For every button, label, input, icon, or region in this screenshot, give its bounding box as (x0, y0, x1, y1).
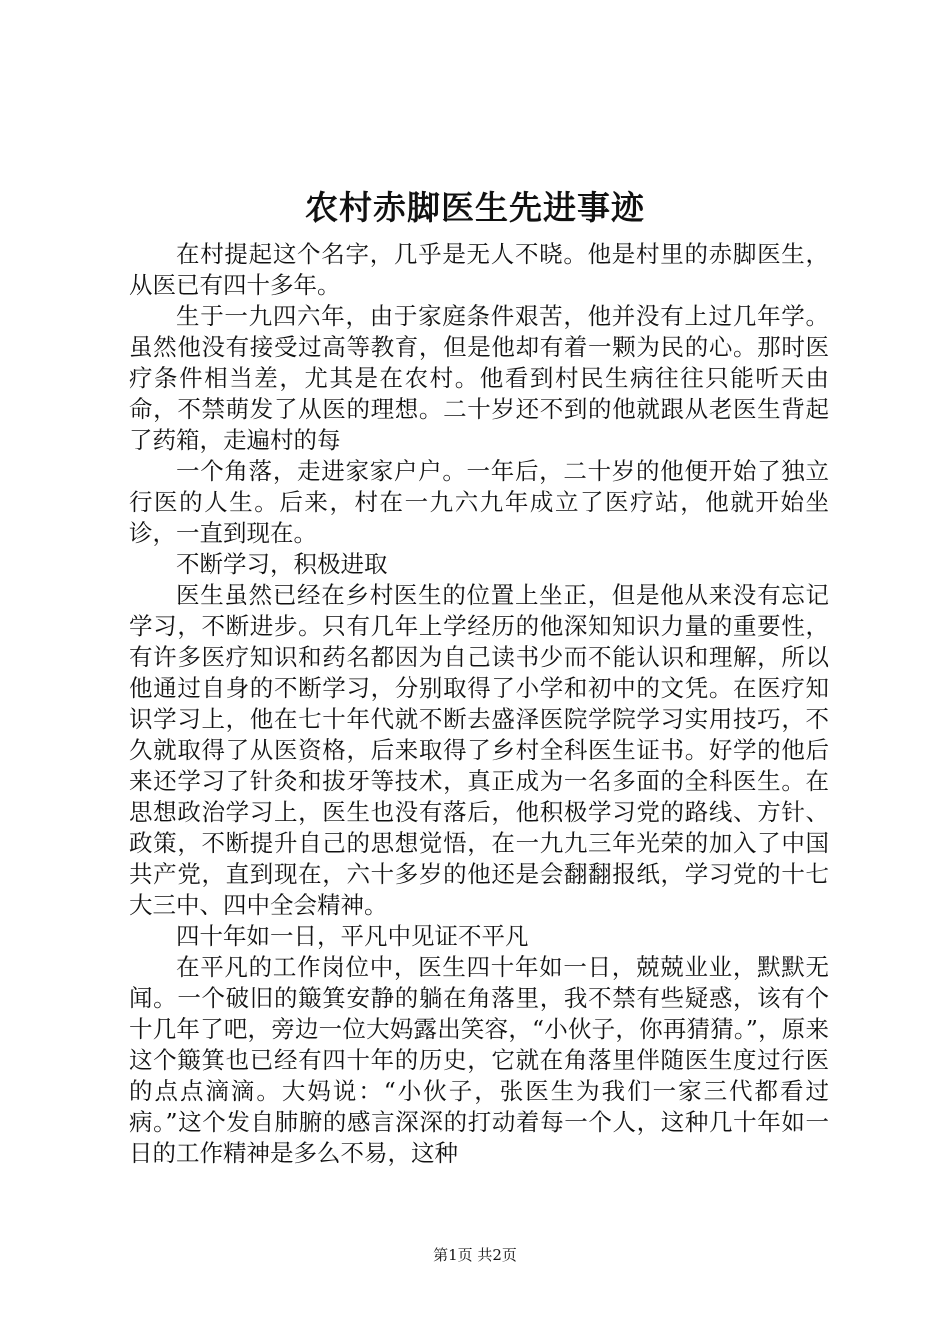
paragraph-background: 生于一九四六年，由于家庭条件艰苦，他并没有上过几年学。虽然他没有接受过高等教育，但是他却有着一颗为民的心。那时医疗条件相当差，尤其是在农村。他看到村民生病往往只能听天由命，不禁萌发了从医的理想。二十岁还不到的他就跟从老医生背起了药箱，走遍村的每 (129, 302, 829, 454)
paragraph-intro: 在村提起这个名字，几乎是无人不晓。他是村里的赤脚医生，从医已有四十多年。 (129, 240, 829, 299)
document-body (129, 239, 829, 1169)
paragraph-dedication: 在平凡的工作岗位中，医生四十年如一日，兢兢业业，默默无闻。一个破旧的簸箕安静的躺在角落里，我不禁有些疑惑，该有个十几年了吧，旁边一位大妈露出笑容，“小伙子，你再猜猜。”，原来这个簸箕也已经有四十年的历史，它就在角落里伴随医生度过行医的点点滴滴。大妈说：“小伙子，张医生为我们一家三代都看过病。”这个发自肺腑的感言深深的打动着每一个人，这种几十年如一日的工作精神是多么不易，这种 (129, 953, 829, 1167)
paragraph-early-career: 一个角落，走进家家户户。一年后，二十岁的他便开始了独立行医的人生。后来，村在一九六九年成立了医疗站，他就开始坐诊，一直到现在。 (129, 457, 829, 547)
section-heading-learning: 不断学习，积极进取 (176, 550, 388, 578)
section-heading-dedication: 四十年如一日，平凡中见证不平凡 (176, 922, 529, 950)
document-title: 农村赤脚医生先进事迹 (305, 188, 645, 227)
page-number-footer: 第1页 共2页 (433, 1246, 517, 1264)
paragraph-learning: 医生虽然已经在乡村医生的位置上坐正，但是他从来没有忘记学习，不断进步。只有几年上学经历的他深知知识力量的重要性，有许多医疗知识和药名都因为自己读书少而不能认识和理解，所以他通过自身的不断学习，分别取得了小学和初中的文凭。在医疗知识学习上，他在七十年代就不断去盛泽医院学院学习实用技巧，不久就取得了从医资格，后来取得了乡村全科医生证书。好学的他后来还学习了针灸和拔牙等技术，真正成为一名多面的全科医生。在思想政治学习上，医生也没有落后，他积极学习党的路线、方针、政策，不断提升自己的思想觉悟，在一九九三年光荣的加入了中国共产党，直到现在，六十多岁的他还是会翻翻报纸，学习党的十七大三中、四中全会精神。 (129, 581, 829, 919)
